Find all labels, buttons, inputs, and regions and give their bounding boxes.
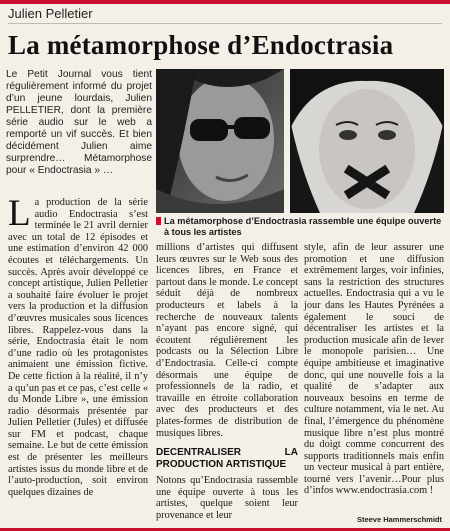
column-2-paragraph-1: millions d’artistes qui diffusent leurs œuvres sur le Web sous des licences libres, en France et partout dans le monde. Le concept séduit déjà de nombreux producteurs et labels à la recherche de nouveaux talents n’ayant pas encore signé, qui écoutent régulièrement les podcasts ou la Sélection Libre d’Endoctrasia. Celle-ci compte désormais une équipe de professionnels de la radio, et travaille en étroite collaboration avec des producteurs et des plates-formes de distribution de musiques libres.	[156, 242, 298, 439]
caption-marker-icon	[156, 217, 161, 225]
column-2-paragraph-2: Notons qu’Endoctrasia rassemble une équipe ouverte à tous les artistes, quelque soient leur provenance et leur	[156, 475, 298, 521]
column-1	[8, 193, 148, 498]
column-3	[304, 242, 444, 497]
top-red-rule	[0, 0, 450, 4]
kicker-divider	[8, 23, 442, 24]
headline: La métamorphose d’Endoctrasia	[8, 30, 394, 60]
column-2	[156, 242, 298, 521]
kicker-author: Julien Pelletier	[8, 6, 93, 21]
photo-credit: Steeve Hammerschmidt	[356, 515, 442, 524]
photo-caption	[156, 216, 444, 238]
caption-text: La métamorphose d’Endoctrasia rassemble une équipe ouverte à tous les artistes	[164, 216, 442, 237]
photo-woman-sunglasses	[156, 69, 284, 213]
drop-cap: L	[8, 193, 31, 234]
photo-woman-cross-mouth	[290, 69, 444, 213]
column-3-text: style, afin de leur assurer une promotion et une diffusion extrêmement larges, voir infinies, sans la restriction des structures actuelles. Endoctrasia qui a vu le jour dans les Hautes Pyrénées a également le souci de décentraliser les artistes et la production musicale afin de lever le monopole parisien… Une équipe ambitieuse et imaginative donc, qui une nouvelle fois a la qualité de s’adapter aux nouveaux besoins en terme de culture notamment, via le net. Au final, l’émergence du phénomène musique libre n’est plus montré du doigt comme concurrent des supports traditionnels mais enfin un vecteur musical à part entière, tourné vers l’avenir…Pour plus d’infos www.endoctrasia.com !	[304, 242, 444, 497]
subheading: DECENTRALISER LA PRODUCTION ARTISTIQUE	[156, 447, 298, 471]
chapo-intro: Le Petit Journal vous tient régulièrement informé du projet d’un jeune lourdais, Julien PELLETIER, dont la première série audio sur le web a remporté un vif succès. Et bien décidément Julien aime surprendre… Métamorphose pour « Endoctrasia » …	[6, 69, 152, 176]
column-1-text: a production de la série audio Endoctrasia s’est terminée le 21 avril dernier avec un total de 12 épisodes et une estimation d’environ 42 000 écoutes et téléchargements. Un succès. Après avoir développé ce concept artistique, Julien Pelletier a souhaité faire évoluer le projet vers la production et la diffusion d’œuvres musicales sous licences libres. Rappelez-vous dans la série, Endoctrasia était le nom d’une radio où les protagonistes animaient une émission fictive. De cette fiction à la réalité, il n’y a qu’un pas et ce pas, c’est celle « du Monde Libre », une émission radio désormais présentée par Julien Pelletier (Jules) et diffusée sur FM et podcast, chaque semaine. Le but de cette émission est de présenter les meilleurs artistes issus du monde libre et de l’auto-production, soit environ quelques dizaines de	[8, 197, 148, 498]
